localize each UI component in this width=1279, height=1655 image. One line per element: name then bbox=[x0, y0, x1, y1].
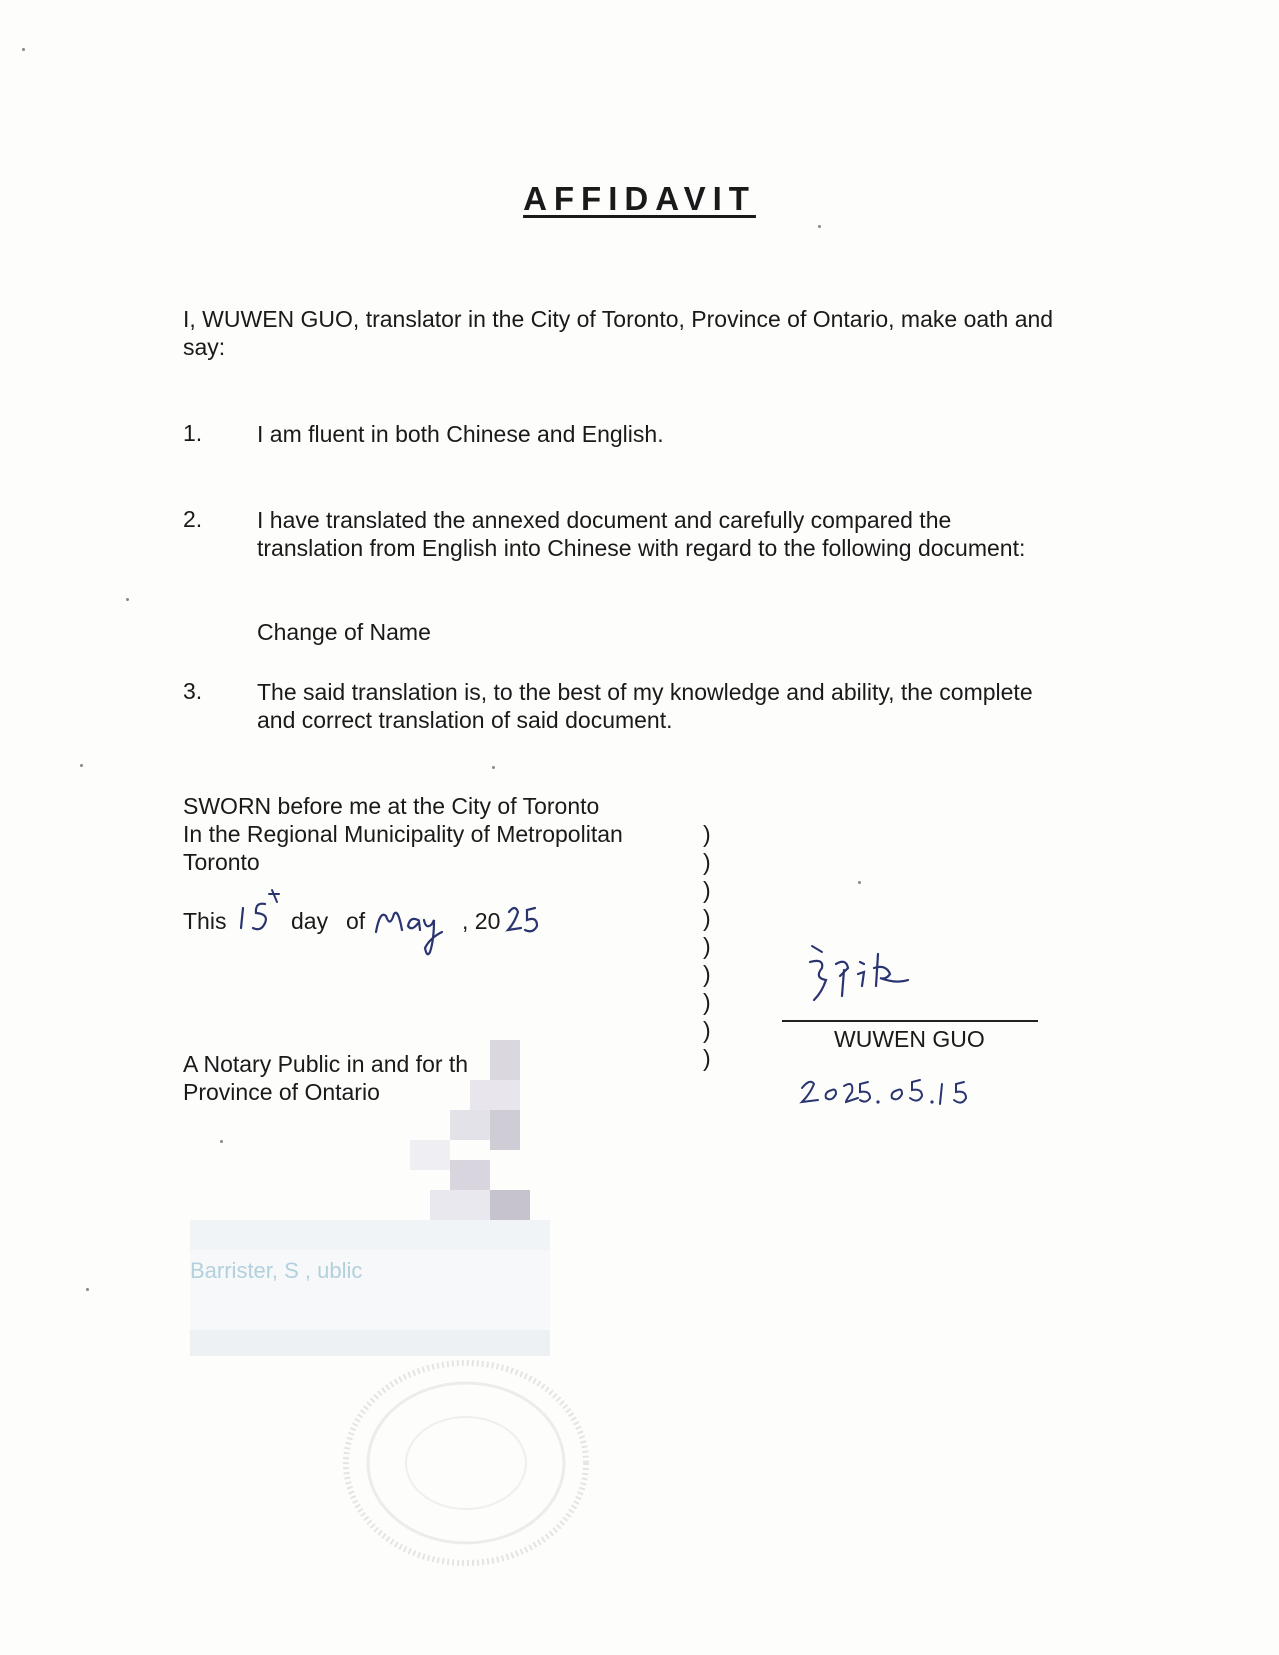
scan-speck bbox=[858, 881, 861, 884]
item-2-number: 2. bbox=[183, 506, 203, 532]
paren: ) bbox=[703, 1017, 711, 1043]
notary-line-1: A Notary Public in and for th bbox=[183, 1051, 469, 1077]
paren: ) bbox=[703, 849, 711, 875]
item-3-text: The said translation is, to the best of my knowledge and ability, the complete and correct translation of said document. bbox=[257, 679, 1033, 733]
paren: ) bbox=[703, 877, 711, 903]
paren: ) bbox=[703, 1045, 711, 1071]
redacted-notary-stamp bbox=[190, 1220, 550, 1360]
document-name: Change of Name bbox=[257, 619, 431, 645]
item-2-text: I have translated the annexed document and carefully compared the translation from English into Chinese with regard to the following document: bbox=[257, 507, 1026, 561]
signature bbox=[800, 940, 950, 1010]
item-1-text: I am fluent in both Chinese and English. bbox=[257, 421, 664, 447]
scan-speck bbox=[86, 1288, 89, 1291]
document-title bbox=[0, 180, 1279, 218]
scan-speck bbox=[126, 598, 129, 601]
scan-speck bbox=[80, 764, 83, 767]
paren: ) bbox=[703, 961, 711, 987]
date-of: of bbox=[346, 908, 366, 934]
sworn-line-3: Toronto bbox=[183, 849, 260, 875]
signer-name: WUWEN GUO bbox=[834, 1026, 985, 1052]
paren: ) bbox=[703, 989, 711, 1015]
paren: ) bbox=[703, 821, 711, 847]
intro-paragraph: I, WUWEN GUO, translator in the City of Toronto, Province of Ontario, make oath and say: bbox=[183, 306, 1054, 360]
sworn-line-2: In the Regional Municipality of Metropolitan bbox=[183, 821, 623, 847]
paren: ) bbox=[703, 905, 711, 931]
date-day-word: day bbox=[291, 908, 329, 934]
paren: ) bbox=[703, 933, 711, 959]
signature-line bbox=[782, 1020, 1038, 1022]
redacted-stamp-mosaic bbox=[390, 1040, 540, 1240]
stamp-text: Barrister, S , ublic bbox=[190, 1258, 363, 1283]
item-1-number: 1. bbox=[183, 420, 203, 446]
handwritten-date bbox=[796, 1070, 996, 1116]
scan-speck bbox=[220, 1140, 223, 1143]
handwritten-year bbox=[505, 902, 547, 938]
title-text: AFFIDAVIT bbox=[523, 180, 756, 217]
scan-speck bbox=[492, 766, 495, 769]
date-year-prefix: , 20 bbox=[462, 908, 501, 934]
scan-speck bbox=[818, 225, 821, 228]
handwritten-month bbox=[372, 900, 457, 962]
handwritten-day bbox=[235, 888, 295, 938]
embossed-seal bbox=[336, 1355, 596, 1575]
sworn-line-1: SWORN before me at the City of Toronto bbox=[183, 793, 600, 819]
date-this: This bbox=[183, 908, 227, 934]
scan-speck bbox=[22, 48, 25, 51]
item-3-number: 3. bbox=[183, 678, 203, 704]
notary-line-2: Province of Ontario bbox=[183, 1079, 380, 1105]
